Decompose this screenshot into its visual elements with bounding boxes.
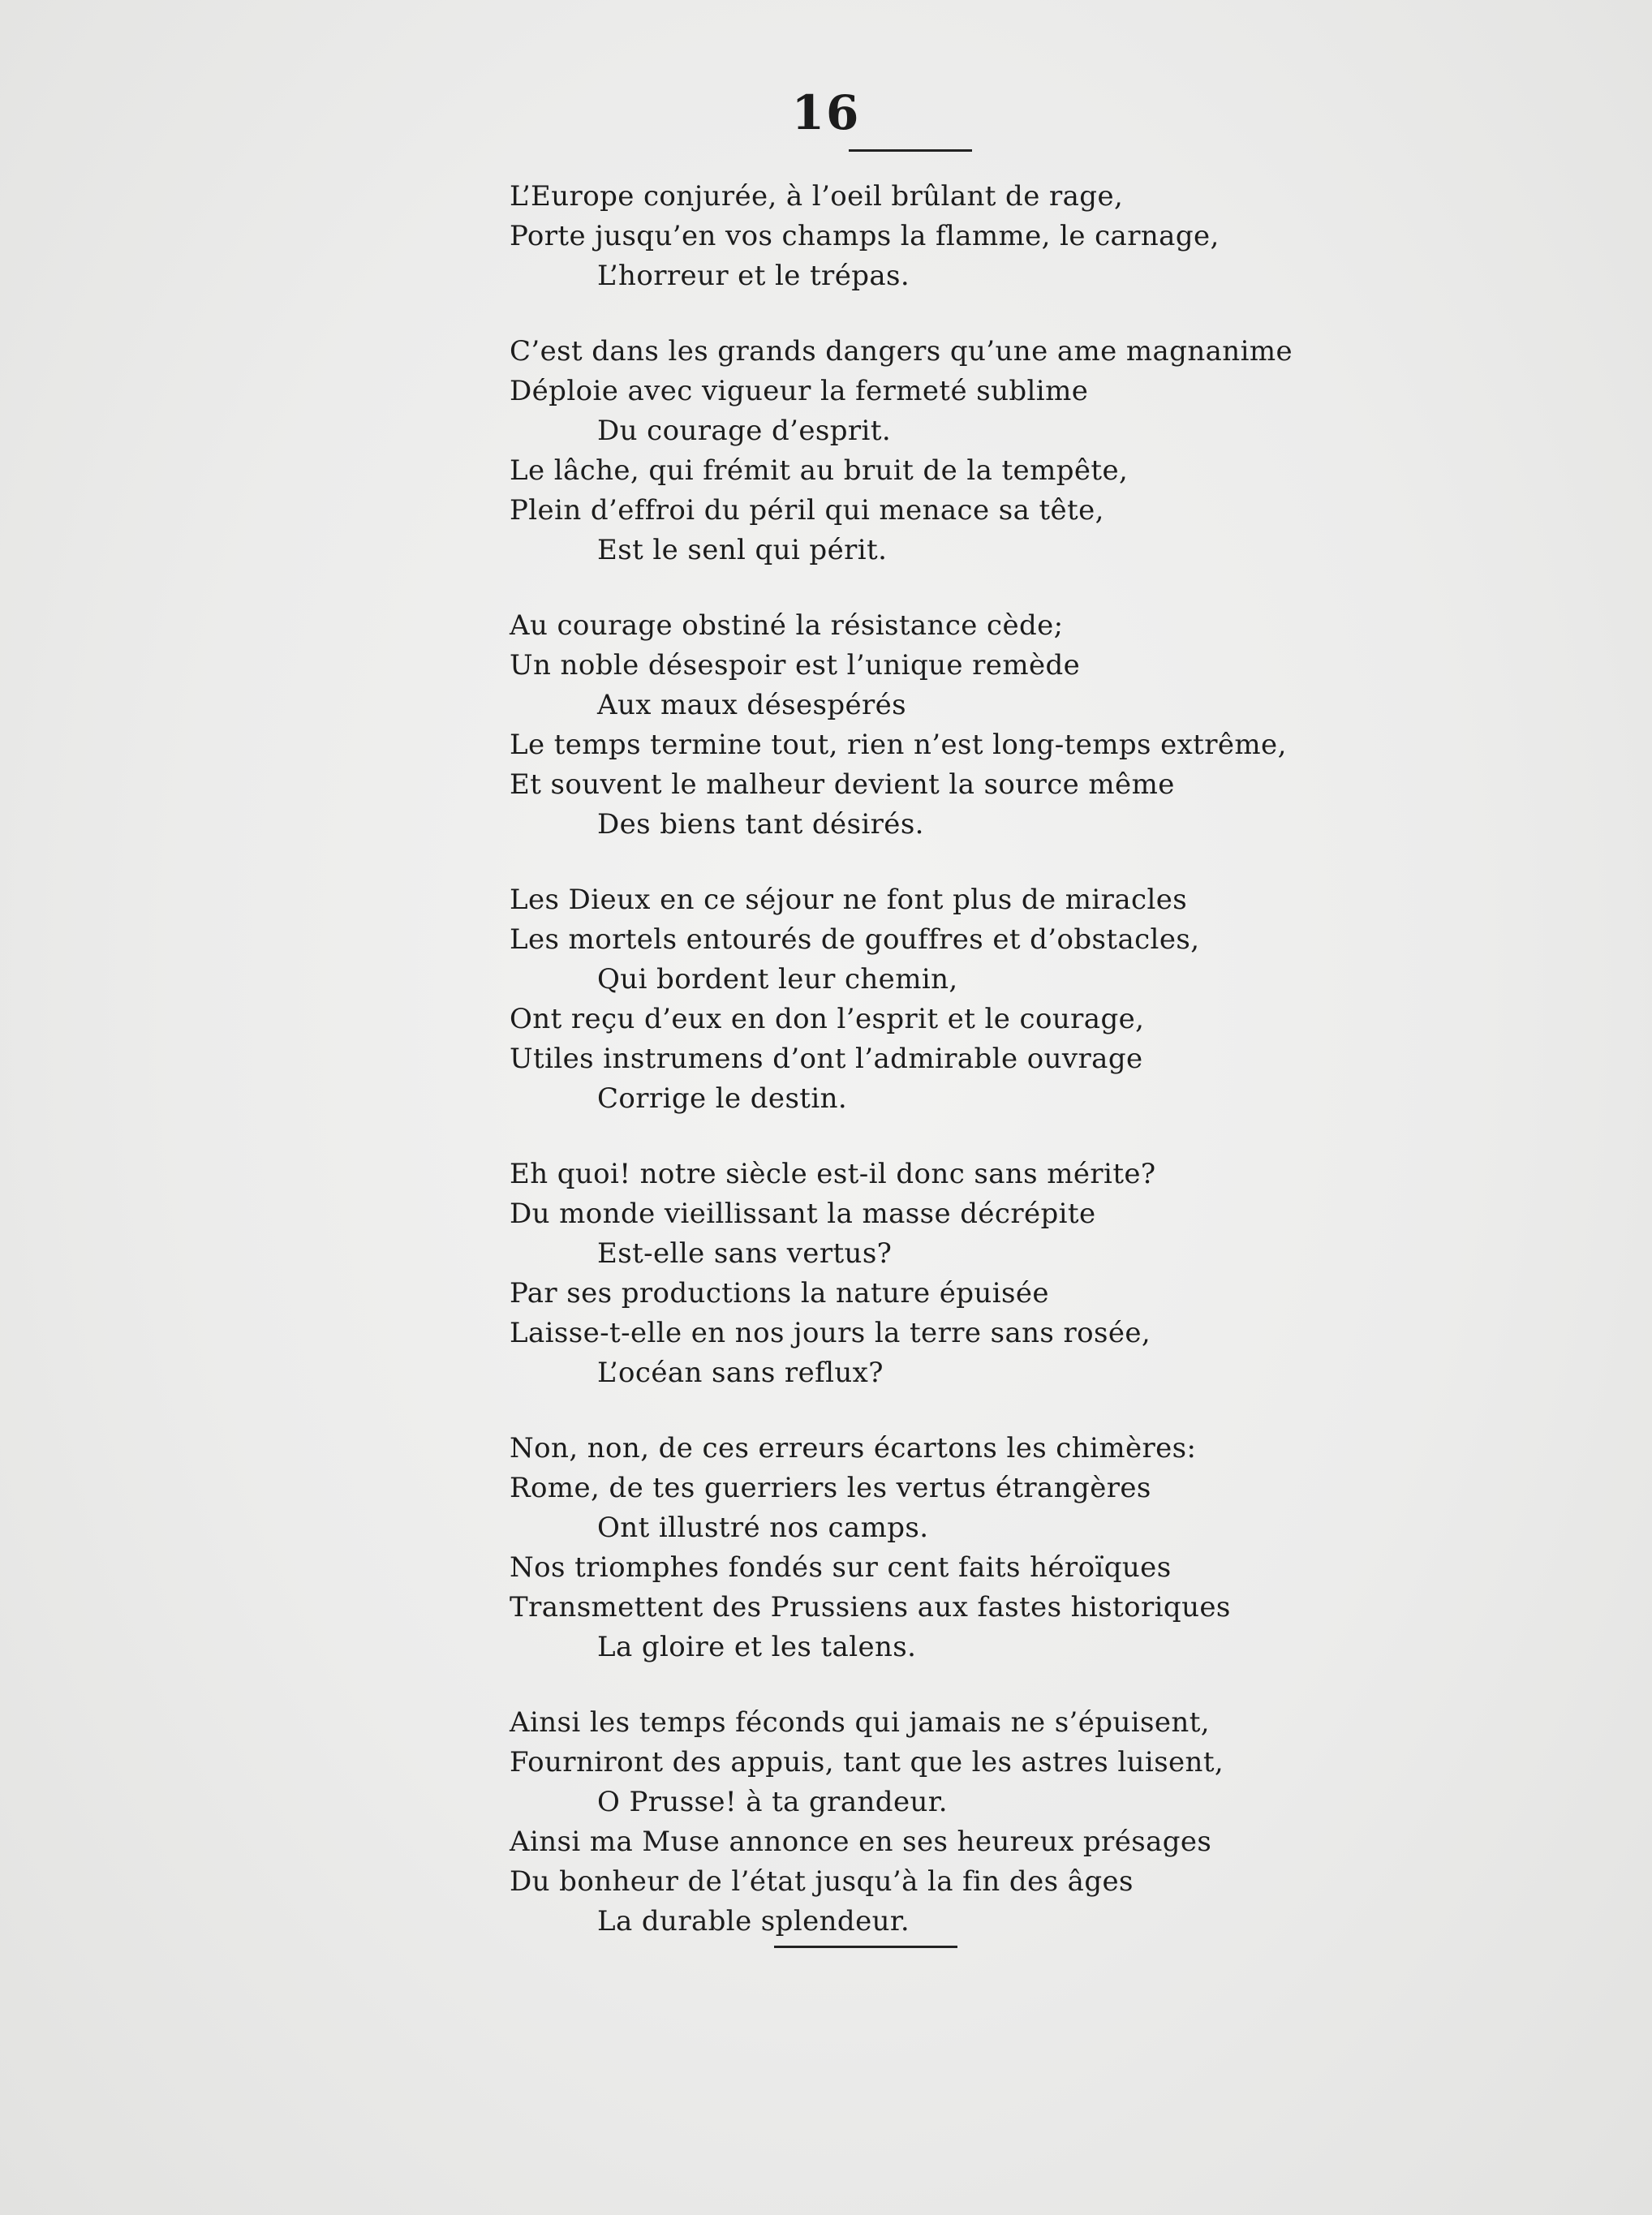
poem-line-indented: Ont illustré nos camps. xyxy=(597,1512,929,1544)
poem-line-indented: Des biens tant désirés. xyxy=(597,808,924,841)
poem-line-indented: Aux maux désespérés xyxy=(597,689,907,721)
footer-rule xyxy=(774,1946,957,1948)
stanza xyxy=(510,880,1402,1119)
poem-line-indented: La gloire et les talens. xyxy=(597,1631,917,1663)
poem-line: Fourniront des appuis, tant que les astres luisent, xyxy=(510,1746,1224,1778)
stanza xyxy=(510,606,1402,845)
poem-line-indented: L’océan sans reflux? xyxy=(597,1357,884,1389)
poem-line: Laisse-t-elle en nos jours la terre sans rosée, xyxy=(510,1317,1151,1349)
poem-line-indented: La durable splendeur. xyxy=(597,1905,910,1938)
poem-line: Porte jusqu’en vos champs la flamme, le carnage, xyxy=(510,220,1220,252)
poem-line: Au courage obstiné la résistance cède; xyxy=(510,609,1064,642)
poem-line: Les Dieux en ce séjour ne font plus de miracles xyxy=(510,884,1188,916)
poem-line: Rome, de tes guerriers les vertus étrangères xyxy=(510,1472,1151,1504)
poem-line: Un noble désespoir est l’unique remède xyxy=(510,649,1081,682)
poem-line: Ainsi ma Muse annonce en ses heureux présages xyxy=(510,1826,1212,1858)
stanza xyxy=(510,1155,1402,1393)
poem-line: Du bonheur de l’état jusqu’à la fin des âges xyxy=(510,1865,1134,1898)
poem-line: Plein d’effroi du péril qui menace sa tête, xyxy=(510,494,1104,527)
poem-body xyxy=(510,177,1402,1977)
poem-line-indented: O Prusse! à ta grandeur. xyxy=(597,1786,948,1818)
poem-line-indented: Du courage d’esprit. xyxy=(597,415,892,447)
poem-line: Eh quoi! notre siècle est-il donc sans mérite? xyxy=(510,1158,1156,1190)
poem-line: Du monde vieillissant la masse décrépite xyxy=(510,1198,1096,1230)
stanza xyxy=(510,177,1402,296)
poem-line-indented: Est-elle sans vertus? xyxy=(597,1237,893,1270)
stanza xyxy=(510,1703,1402,1942)
poem-line: C’est dans les grands dangers qu’une ame magnanime xyxy=(510,335,1293,368)
page-number: 16 xyxy=(791,85,861,140)
poem-line: Les mortels entourés de gouffres et d’obstacles, xyxy=(510,923,1200,956)
poem-line: Transmettent des Prussiens aux fastes historiques xyxy=(510,1591,1231,1624)
poem-line: Utiles instrumens d’ont l’admirable ouvrage xyxy=(510,1043,1143,1075)
poem-line-indented: Qui bordent leur chemin, xyxy=(597,963,958,996)
poem-line: L’Europe conjurée, à l’oeil brûlant de rage, xyxy=(510,180,1124,213)
poem-line: Nos triomphes fondés sur cent faits héroïques xyxy=(510,1551,1172,1584)
poem-line: Par ses productions la nature épuisée xyxy=(510,1277,1049,1310)
poem-line-indented: Est le senl qui périt. xyxy=(597,534,888,566)
poem-line: Et souvent le malheur devient la source même xyxy=(510,768,1175,801)
stanza xyxy=(510,332,1402,570)
poem-line: Le temps termine tout, rien n’est long-temps extrême, xyxy=(510,729,1287,761)
poem-line: Ont reçu d’eux en don l’esprit et le courage, xyxy=(510,1003,1145,1035)
poem-line: Ainsi les temps féconds qui jamais ne s’épuisent, xyxy=(510,1706,1210,1739)
poem-line: Le lâche, qui frémit au bruit de la tempête, xyxy=(510,454,1129,487)
poem-line: Déploie avec vigueur la fermeté sublime xyxy=(510,375,1089,407)
header-rule xyxy=(849,149,972,152)
poem-line-indented: L’horreur et le trépas. xyxy=(597,260,910,292)
poem-line: Non, non, de ces erreurs écartons les chimères: xyxy=(510,1432,1197,1464)
poem-line-indented: Corrige le destin. xyxy=(597,1082,848,1115)
stanza xyxy=(510,1429,1402,1667)
